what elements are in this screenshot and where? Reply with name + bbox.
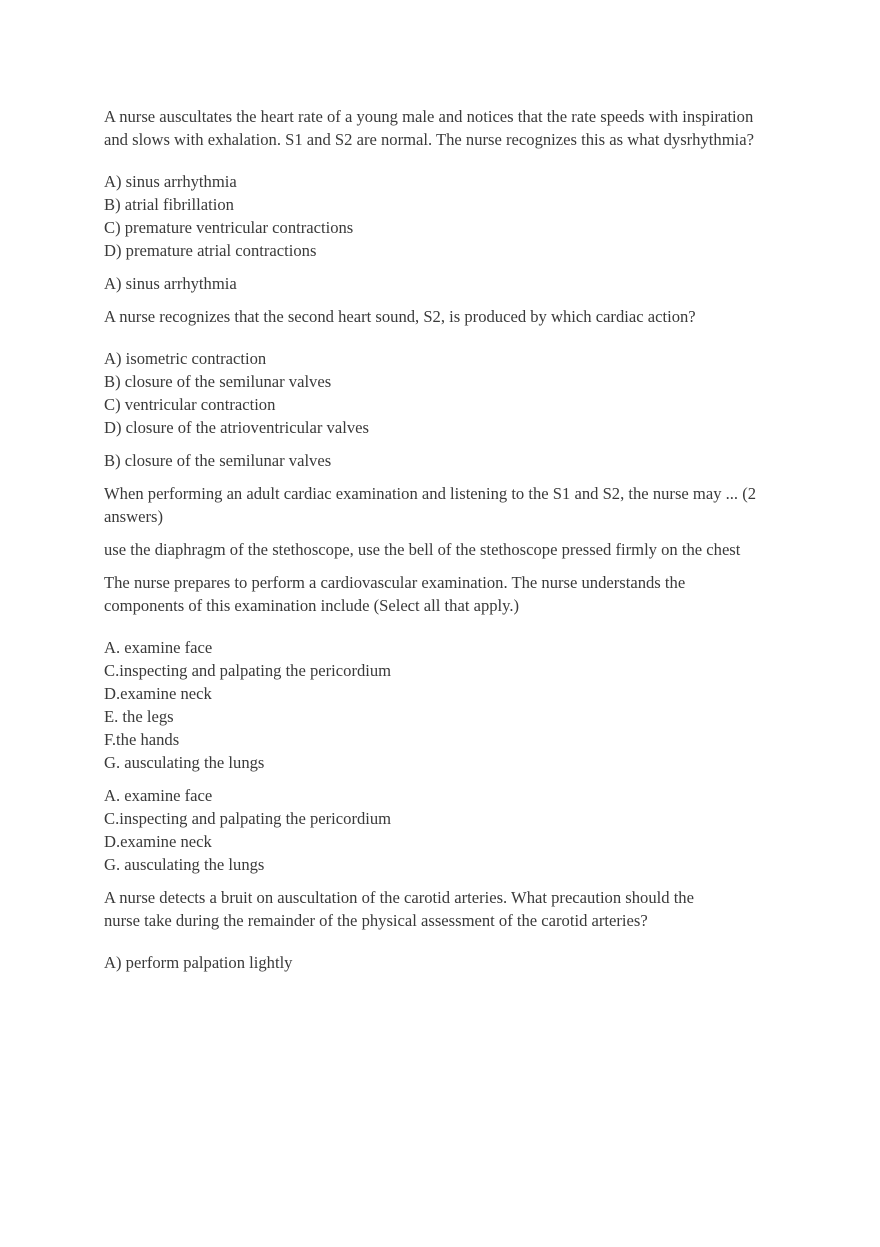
question-3-text: When performing an adult cardiac examination and listening to the S1 and S2, the nurse may ... (2 answers) bbox=[104, 484, 757, 526]
answer-line: A. examine face bbox=[104, 786, 213, 805]
answer-line: C.inspecting and palpating the pericordium bbox=[104, 809, 392, 828]
option: A) sinus arrhythmia bbox=[104, 172, 237, 191]
option: B) atrial fibrillation bbox=[104, 195, 234, 214]
question-5-text: A nurse detects a bruit on auscultation of the carotid arteries. What precaution should the nurse take during the remainder of the physical assessment of the carotid arteries? bbox=[104, 888, 694, 930]
option: A) perform palpation lightly bbox=[104, 953, 293, 972]
option: C.inspecting and palpating the pericordium bbox=[104, 661, 392, 680]
option: D.examine neck bbox=[104, 684, 212, 703]
option: C) premature ventricular contractions bbox=[104, 218, 354, 237]
option: G. ausculating the lungs bbox=[104, 753, 265, 772]
question-2-text: A nurse recognizes that the second heart sound, S2, is produced by which cardiac action? bbox=[104, 307, 696, 326]
question-1-text: A nurse auscultates the heart rate of a young male and notices that the rate speeds with inspiration and slows with exhalation. S1 and S2 are normal. The nurse recognizes this as what dysrhythmia? bbox=[104, 107, 754, 149]
question-4-text: The nurse prepares to perform a cardiovascular examination. The nurse understands the components of this examination include (Select all that apply.) bbox=[104, 573, 686, 615]
answer-line: D.examine neck bbox=[104, 832, 212, 851]
question-1-options bbox=[104, 170, 776, 262]
option: B) closure of the semilunar valves bbox=[104, 372, 332, 391]
document-page bbox=[104, 105, 776, 984]
question-2-answer: B) closure of the semilunar valves bbox=[104, 451, 332, 470]
option: D) premature atrial contractions bbox=[104, 241, 317, 260]
question-2-options bbox=[104, 347, 776, 439]
question-1-answer: A) sinus arrhythmia bbox=[104, 274, 237, 293]
option: D) closure of the atrioventricular valves bbox=[104, 418, 369, 437]
question-4-options bbox=[104, 636, 776, 774]
option: C) ventricular contraction bbox=[104, 395, 276, 414]
question-3-answer: use the diaphragm of the stethoscope, use the bell of the stethoscope pressed firmly on the chest bbox=[104, 540, 741, 559]
question-5-options bbox=[104, 951, 776, 974]
option: F.the hands bbox=[104, 730, 180, 749]
answer-line: G. ausculating the lungs bbox=[104, 855, 265, 874]
option: A. examine face bbox=[104, 638, 213, 657]
question-4-answers bbox=[104, 784, 776, 876]
option: A) isometric contraction bbox=[104, 349, 267, 368]
option: E. the legs bbox=[104, 707, 174, 726]
